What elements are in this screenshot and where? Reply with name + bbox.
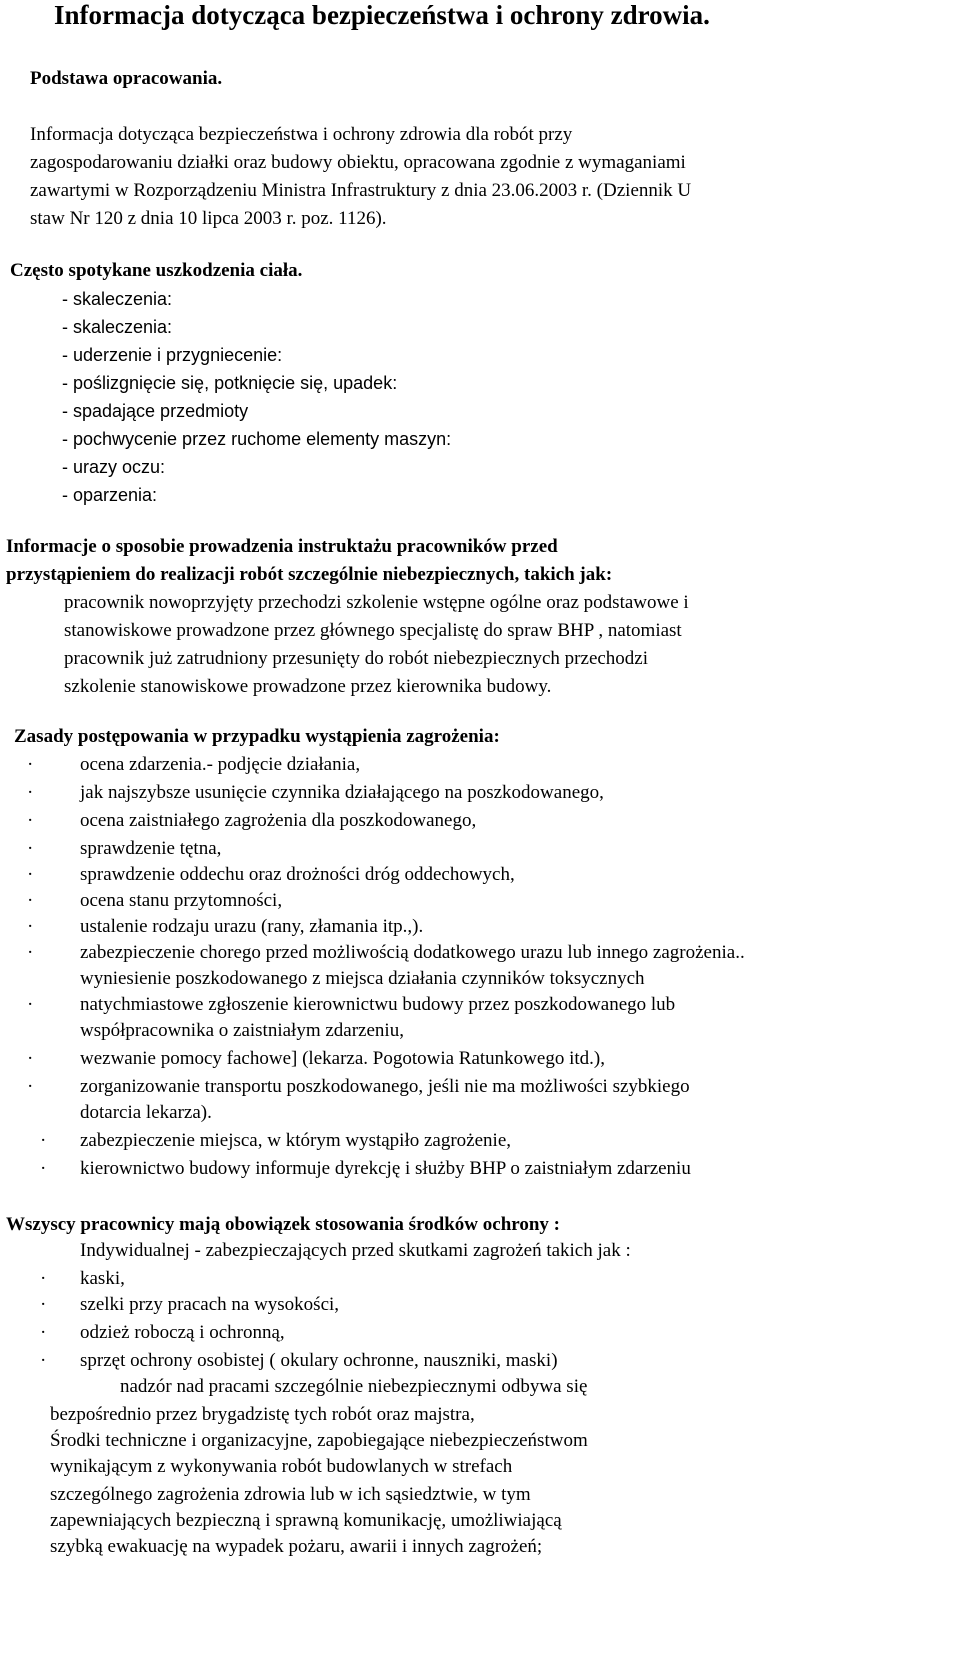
training-line: pracownik już zatrudniony przesunięty do robót niebezpiecznych przechodzi <box>64 648 649 669</box>
bullet-icon: · <box>40 1130 47 1151</box>
injury-item: - skaleczenia: <box>62 289 173 309</box>
basis-line: staw Nr 120 z dnia 10 lipca 2003 r. poz. 1126). <box>30 208 387 229</box>
protection-line: bezpośrednio przez brygadzistę tych robót oraz majstra, <box>50 1404 475 1425</box>
injury-item: - oparzenia: <box>62 485 158 505</box>
procedure-item: ustalenie rodzaju urazu (rany, złamania itp.,). <box>80 916 424 937</box>
document-title: Informacja dotycząca bezpieczeństwa i ochrony zdrowia. <box>54 0 710 30</box>
bullet-icon: · <box>27 890 34 911</box>
procedure-heading: Zasady postępowania w przypadku wystąpienia zagrożenia: <box>14 726 500 747</box>
procedure-item: sprawdzenie oddechu oraz drożności dróg oddechowych, <box>80 864 515 885</box>
training-heading: Informacje o sposobie prowadzenia instruktażu pracowników przed <box>6 536 558 557</box>
protection-line: szczególnego zagrożenia zdrowia lub w ich sąsiedztwie, w tym <box>50 1484 531 1505</box>
procedure-item: zorganizowanie transportu poszkodowanego, jeśli nie ma możliwości szybkiego <box>80 1076 690 1097</box>
injury-item: - pochwycenie przez ruchome elementy maszyn: <box>62 429 452 449</box>
bullet-icon: · <box>27 916 34 937</box>
bullet-icon: · <box>40 1294 47 1315</box>
bullet-icon: · <box>27 754 34 775</box>
bullet-icon: · <box>27 782 34 803</box>
injury-item: - uderzenie i przygniecenie: <box>62 345 283 365</box>
procedure-item: wezwanie pomocy fachowe] (lekarza. Pogotowia Ratunkowego itd.), <box>80 1048 605 1069</box>
training-heading: przystąpieniem do realizacji robót szczególnie niebezpiecznych, takich jak: <box>6 564 613 585</box>
injuries-heading: Często spotykane uszkodzenia ciała. <box>10 260 303 281</box>
procedure-item: natychmiastowe zgłoszenie kierownictwu budowy przez poszkodowanego lub <box>80 994 676 1015</box>
bullet-icon: · <box>40 1322 47 1343</box>
injury-item: - spadające przedmioty <box>62 401 249 421</box>
procedure-item: jak najszybsze usunięcie czynnika działającego na poszkodowanego, <box>80 782 604 803</box>
protection-line: Środki techniczne i organizacyjne, zapobiegające niebezpieczeństwom <box>50 1430 588 1451</box>
bullet-icon: · <box>27 864 34 885</box>
protection-line: zapewniających bezpieczną i sprawną komunikację, umożliwiającą <box>50 1510 562 1531</box>
procedure-item: kierownictwo budowy informuje dyrekcję i służby BHP o zaistniałym zdarzeniu <box>80 1158 691 1179</box>
protection-line: nadzór nad pracami szczególnie niebezpiecznymi odbywa się <box>120 1376 588 1397</box>
procedure-item: zabezpieczenie miejsca, w którym wystąpiło zagrożenie, <box>80 1130 511 1151</box>
procedure-item: ocena zdarzenia.- podjęcie działania, <box>80 754 361 775</box>
injury-item: - poślizgnięcie się, potknięcie się, upadek: <box>62 373 398 393</box>
protection-line: wynikającym z wykonywania robót budowlanych w strefach <box>50 1456 513 1477</box>
bullet-icon: · <box>27 838 34 859</box>
injury-item: - skaleczenia: <box>62 317 173 337</box>
bullet-icon: · <box>40 1350 47 1371</box>
procedure-item: dotarcia lekarza). <box>80 1102 212 1123</box>
procedure-item: współpracownika o zaistniałym zdarzeniu, <box>80 1020 404 1041</box>
bullet-icon: · <box>27 942 34 963</box>
protection-intro: Indywidualnej - zabezpieczających przed skutkami zagrożeń takich jak : <box>80 1240 631 1261</box>
basis-heading: Podstawa opracowania. <box>30 68 223 89</box>
procedure-item: ocena zaistniałego zagrożenia dla poszkodowanego, <box>80 810 477 831</box>
protection-heading: Wszyscy pracownicy mają obowiązek stosowania środków ochrony : <box>6 1214 560 1235</box>
procedure-item: ocena stanu przytomności, <box>80 890 283 911</box>
protection-item: kaski, <box>80 1268 125 1289</box>
protection-line: szybką ewakuację na wypadek pożaru, awarii i innych zagrożeń; <box>50 1536 543 1557</box>
bullet-icon: · <box>27 994 34 1015</box>
training-line: stanowiskowe prowadzone przez głównego specjalistę do spraw BHP , natomiast <box>64 620 682 641</box>
protection-item: szelki przy pracach na wysokości, <box>80 1294 340 1315</box>
procedure-item: zabezpieczenie chorego przed możliwością dodatkowego urazu lub innego zagrożenia.. <box>80 942 745 963</box>
basis-line: zawartymi w Rozporządzeniu Ministra Infrastruktury z dnia 23.06.2003 r. (Dziennik U <box>30 180 692 201</box>
procedure-item: wyniesienie poszkodowanego z miejsca działania czynników toksycznych <box>80 968 645 989</box>
bullet-icon: · <box>40 1268 47 1289</box>
injury-item: - urazy oczu: <box>62 457 166 477</box>
bullet-icon: · <box>40 1158 47 1179</box>
basis-line: zagospodarowaniu działki oraz budowy obiektu, opracowana zgodnie z wymaganiami <box>30 152 686 173</box>
training-line: pracownik nowoprzyjęty przechodzi szkolenie wstępne ogólne oraz podstawowe i <box>64 592 689 613</box>
procedure-item: sprawdzenie tętna, <box>80 838 222 859</box>
bullet-icon: · <box>27 810 34 831</box>
training-line: szkolenie stanowiskowe prowadzone przez kierownika budowy. <box>64 676 552 697</box>
bullet-icon: · <box>27 1076 34 1097</box>
bullet-icon: · <box>27 1048 34 1069</box>
basis-line: Informacja dotycząca bezpieczeństwa i ochrony zdrowia dla robót przy <box>30 124 573 145</box>
protection-item: sprzęt ochrony osobistej ( okulary ochronne, nauszniki, maski) <box>80 1350 558 1371</box>
protection-item: odzież roboczą i ochronną, <box>80 1322 285 1343</box>
